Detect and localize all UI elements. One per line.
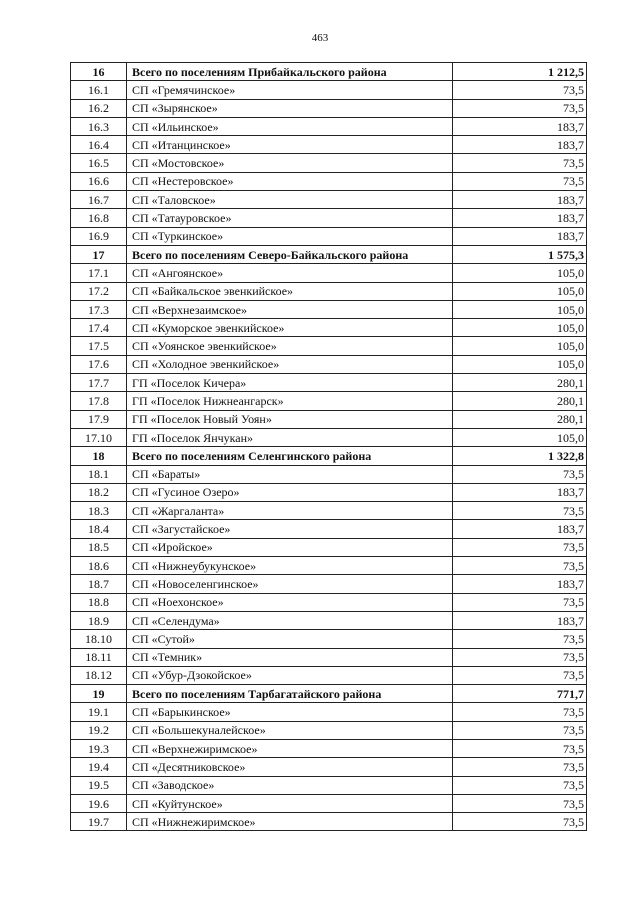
settlement-row — [71, 154, 587, 172]
row-number-cell: 17 — [71, 245, 127, 263]
row-number-cell: 17.9 — [71, 410, 127, 428]
amount-cell: 105,0 — [453, 428, 587, 446]
row-number-cell: 18.11 — [71, 648, 127, 666]
settlement-row — [71, 502, 587, 520]
row-number-cell: 19 — [71, 685, 127, 703]
settlement-row — [71, 428, 587, 446]
amount-cell: 73,5 — [453, 99, 587, 117]
settlement-name-cell: Всего по поселениям Северо-Байкальского района — [127, 245, 453, 263]
settlement-name-cell: СП «Итанцинское» — [127, 136, 453, 154]
page-number: 463 — [311, 32, 329, 44]
settlement-row — [71, 117, 587, 135]
settlement-name-cell: СП «Ноехонское» — [127, 593, 453, 611]
settlement-name-cell: СП «Зырянское» — [127, 99, 453, 117]
settlement-name-cell: СП «Загустайское» — [127, 520, 453, 538]
settlement-name-cell: ГП «Поселок Кичера» — [127, 374, 453, 392]
settlement-row — [71, 666, 587, 684]
settlement-row — [71, 794, 587, 812]
settlement-row — [71, 337, 587, 355]
settlement-name-cell: СП «Селендума» — [127, 611, 453, 629]
settlement-name-cell: СП «Ильинское» — [127, 117, 453, 135]
settlement-name-cell: ГП «Поселок Янчукан» — [127, 428, 453, 446]
settlement-name-cell: СП «Нижнежиримское» — [127, 813, 453, 831]
amount-cell: 105,0 — [453, 282, 587, 300]
row-number-cell: 18.4 — [71, 520, 127, 538]
amount-cell: 73,5 — [453, 81, 587, 99]
district-total-row — [71, 685, 587, 703]
row-number-cell: 17.3 — [71, 300, 127, 318]
row-number-cell: 18.2 — [71, 483, 127, 501]
row-number-cell: 18.12 — [71, 666, 127, 684]
table-body — [71, 63, 587, 831]
settlement-row — [71, 593, 587, 611]
amount-cell: 280,1 — [453, 392, 587, 410]
settlement-row — [71, 319, 587, 337]
row-number-cell: 17.10 — [71, 428, 127, 446]
settlement-name-cell: СП «Темник» — [127, 648, 453, 666]
amount-cell: 183,7 — [453, 136, 587, 154]
row-number-cell: 18 — [71, 447, 127, 465]
settlement-row — [71, 520, 587, 538]
settlement-name-cell: ГП «Поселок Новый Уоян» — [127, 410, 453, 428]
row-number-cell: 16.6 — [71, 172, 127, 190]
settlement-row — [71, 483, 587, 501]
settlement-row — [71, 648, 587, 666]
amount-cell: 73,5 — [453, 172, 587, 190]
settlement-name-cell: СП «Таловское» — [127, 191, 453, 209]
settlement-row — [71, 758, 587, 776]
settlement-name-cell: СП «Заводское» — [127, 776, 453, 794]
district-total-row — [71, 245, 587, 263]
row-number-cell: 19.4 — [71, 758, 127, 776]
settlement-name-cell: СП «Большекуналейское» — [127, 721, 453, 739]
settlement-row — [71, 136, 587, 154]
settlement-name-cell: СП «Иройское» — [127, 538, 453, 556]
row-number-cell: 19.3 — [71, 739, 127, 757]
settlement-row — [71, 355, 587, 373]
district-total-row — [71, 447, 587, 465]
amount-cell: 105,0 — [453, 300, 587, 318]
amount-cell: 771,7 — [453, 685, 587, 703]
settlement-name-cell: СП «Убур-Дзокойское» — [127, 666, 453, 684]
settlement-row — [71, 776, 587, 794]
settlement-row — [71, 191, 587, 209]
amount-cell: 183,7 — [453, 117, 587, 135]
row-number-cell: 16.4 — [71, 136, 127, 154]
settlement-name-cell: СП «Жаргаланта» — [127, 502, 453, 520]
row-number-cell: 17.8 — [71, 392, 127, 410]
settlement-row — [71, 630, 587, 648]
settlement-row — [71, 465, 587, 483]
settlement-row — [71, 282, 587, 300]
row-number-cell: 16.3 — [71, 117, 127, 135]
amount-cell: 73,5 — [453, 557, 587, 575]
amount-cell: 1 575,3 — [453, 245, 587, 263]
row-number-cell: 18.5 — [71, 538, 127, 556]
amount-cell: 183,7 — [453, 191, 587, 209]
settlement-name-cell: СП «Гусиное Озеро» — [127, 483, 453, 501]
settlement-name-cell: СП «Куморское эвенкийское» — [127, 319, 453, 337]
amount-cell: 105,0 — [453, 264, 587, 282]
settlement-name-cell: СП «Барыкинское» — [127, 703, 453, 721]
amount-cell: 1 212,5 — [453, 63, 587, 81]
settlement-name-cell: СП «Верхнежиримское» — [127, 739, 453, 757]
row-number-cell: 18.3 — [71, 502, 127, 520]
settlement-row — [71, 703, 587, 721]
amount-cell: 183,7 — [453, 611, 587, 629]
settlement-row — [71, 264, 587, 282]
row-number-cell: 18.8 — [71, 593, 127, 611]
row-number-cell: 19.7 — [71, 813, 127, 831]
row-number-cell: 17.5 — [71, 337, 127, 355]
settlement-row — [71, 99, 587, 117]
settlement-name-cell: СП «Бараты» — [127, 465, 453, 483]
settlement-row — [71, 721, 587, 739]
amount-cell: 280,1 — [453, 410, 587, 428]
settlement-name-cell: СП «Холодное эвенкийское» — [127, 355, 453, 373]
row-number-cell: 16.8 — [71, 209, 127, 227]
settlement-name-cell: СП «Куйтунское» — [127, 794, 453, 812]
amount-cell: 73,5 — [453, 739, 587, 757]
settlement-row — [71, 538, 587, 556]
settlement-row — [71, 611, 587, 629]
settlement-row — [71, 392, 587, 410]
amount-cell: 105,0 — [453, 337, 587, 355]
amount-cell: 73,5 — [453, 758, 587, 776]
row-number-cell: 19.1 — [71, 703, 127, 721]
amount-cell: 73,5 — [453, 593, 587, 611]
amount-cell: 73,5 — [453, 666, 587, 684]
row-number-cell: 17.7 — [71, 374, 127, 392]
amount-cell: 183,7 — [453, 209, 587, 227]
settlement-row — [71, 81, 587, 99]
row-number-cell: 19.2 — [71, 721, 127, 739]
settlement-row — [71, 300, 587, 318]
settlement-row — [71, 172, 587, 190]
row-number-cell: 16.2 — [71, 99, 127, 117]
amount-cell: 280,1 — [453, 374, 587, 392]
settlement-row — [71, 813, 587, 831]
row-number-cell: 17.1 — [71, 264, 127, 282]
row-number-cell: 17.4 — [71, 319, 127, 337]
settlement-name-cell: СП «Гремячинское» — [127, 81, 453, 99]
settlement-name-cell: СП «Нижнеубукунское» — [127, 557, 453, 575]
settlement-name-cell: СП «Сутой» — [127, 630, 453, 648]
row-number-cell: 19.5 — [71, 776, 127, 794]
amount-cell: 73,5 — [453, 648, 587, 666]
row-number-cell: 16.5 — [71, 154, 127, 172]
row-number-cell: 16.9 — [71, 227, 127, 245]
row-number-cell: 17.6 — [71, 355, 127, 373]
amount-cell: 73,5 — [453, 465, 587, 483]
settlement-name-cell: СП «Татауровское» — [127, 209, 453, 227]
amount-cell: 183,7 — [453, 575, 587, 593]
amount-cell: 183,7 — [453, 227, 587, 245]
settlements-budget-table — [70, 62, 587, 831]
settlement-name-cell: СП «Уоянское эвенкийское» — [127, 337, 453, 355]
amount-cell: 183,7 — [453, 483, 587, 501]
row-number-cell: 18.10 — [71, 630, 127, 648]
settlement-name-cell: Всего по поселениям Тарбагатайского района — [127, 685, 453, 703]
amount-cell: 1 322,8 — [453, 447, 587, 465]
amount-cell: 183,7 — [453, 520, 587, 538]
amount-cell: 73,5 — [453, 794, 587, 812]
settlement-name-cell: СП «Ангоянское» — [127, 264, 453, 282]
settlement-name-cell: СП «Верхнезаимское» — [127, 300, 453, 318]
row-number-cell: 16.1 — [71, 81, 127, 99]
amount-cell: 105,0 — [453, 319, 587, 337]
amount-cell: 73,5 — [453, 502, 587, 520]
settlement-row — [71, 557, 587, 575]
amount-cell: 73,5 — [453, 154, 587, 172]
settlement-name-cell: СП «Мостовское» — [127, 154, 453, 172]
amount-cell: 73,5 — [453, 703, 587, 721]
amount-cell: 73,5 — [453, 813, 587, 831]
settlement-name-cell: СП «Десятниковское» — [127, 758, 453, 776]
settlement-name-cell: СП «Нестеровское» — [127, 172, 453, 190]
district-total-row — [71, 63, 587, 81]
settlement-row — [71, 739, 587, 757]
amount-cell: 105,0 — [453, 355, 587, 373]
settlement-row — [71, 410, 587, 428]
row-number-cell: 18.7 — [71, 575, 127, 593]
settlement-name-cell: СП «Новоселенгинское» — [127, 575, 453, 593]
amount-cell: 73,5 — [453, 776, 587, 794]
row-number-cell: 18.6 — [71, 557, 127, 575]
amount-cell: 73,5 — [453, 630, 587, 648]
row-number-cell: 16.7 — [71, 191, 127, 209]
settlement-name-cell: Всего по поселениям Селенгинского района — [127, 447, 453, 465]
row-number-cell: 16 — [71, 63, 127, 81]
settlement-name-cell: Всего по поселениям Прибайкальского района — [127, 63, 453, 81]
settlement-name-cell: СП «Туркинское» — [127, 227, 453, 245]
settlement-row — [71, 227, 587, 245]
settlement-name-cell: СП «Байкальское эвенкийское» — [127, 282, 453, 300]
amount-cell: 73,5 — [453, 538, 587, 556]
settlement-name-cell: ГП «Поселок Нижнеангарск» — [127, 392, 453, 410]
settlement-row — [71, 575, 587, 593]
row-number-cell: 17.2 — [71, 282, 127, 300]
row-number-cell: 19.6 — [71, 794, 127, 812]
row-number-cell: 18.9 — [71, 611, 127, 629]
settlement-row — [71, 374, 587, 392]
settlement-row — [71, 209, 587, 227]
amount-cell: 73,5 — [453, 721, 587, 739]
row-number-cell: 18.1 — [71, 465, 127, 483]
